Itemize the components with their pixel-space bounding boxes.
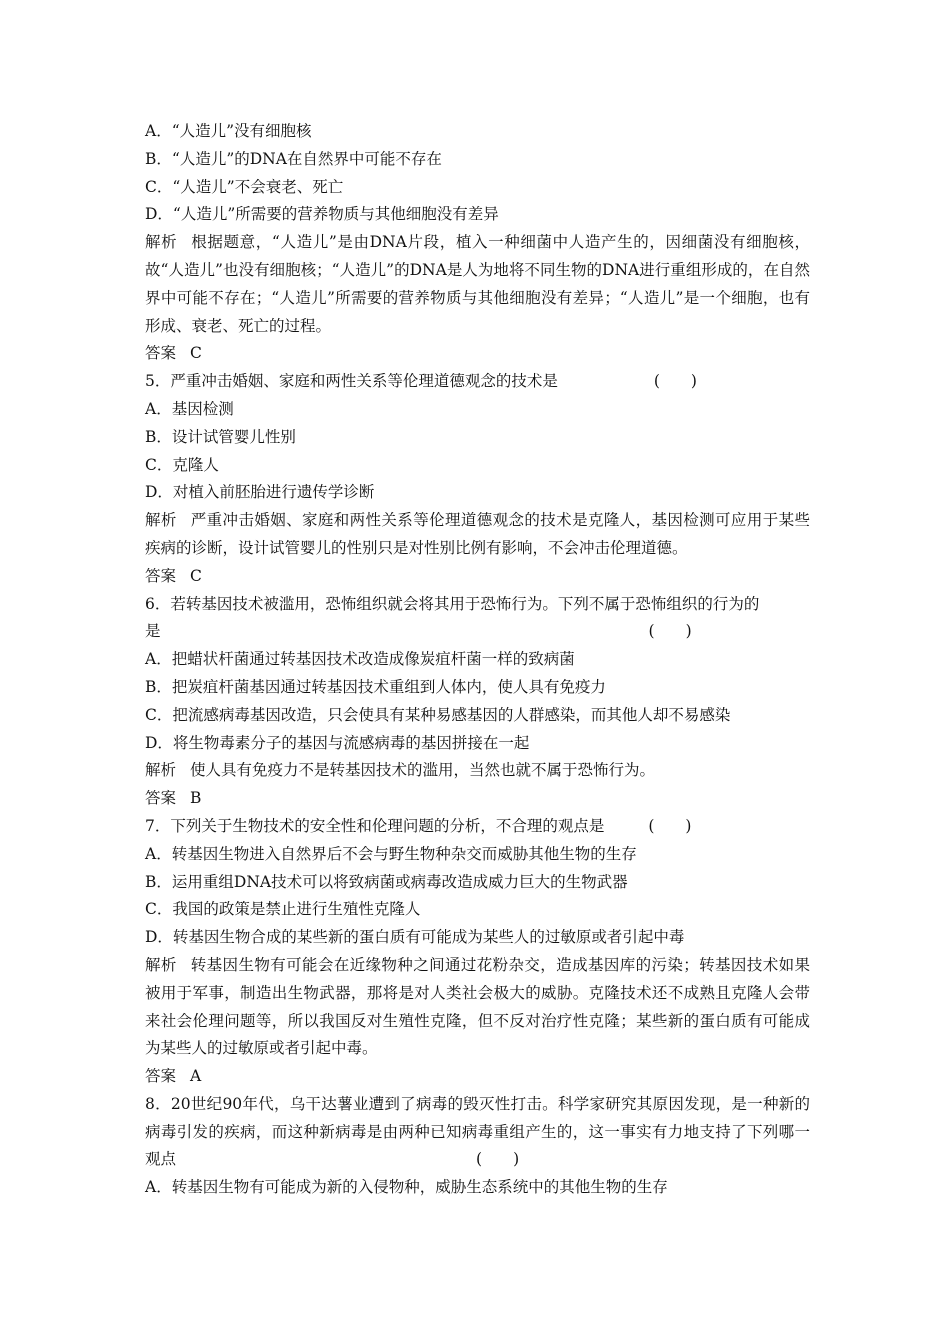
q5-option-d: D．对植入前胚胎进行遗传学诊断	[145, 483, 375, 502]
q7-answer-value: A	[190, 1067, 202, 1086]
document-page	[145, 118, 810, 1202]
q6-option-a: A．把蜡状杆菌通过转基因技术改造成像炭疽杆菌一样的致病菌	[145, 650, 575, 669]
q5-option-b: B．设计试管婴儿性别	[145, 427, 296, 446]
q7-stem	[145, 813, 810, 841]
q6-option-d: D．将生物毒素分子的基因与流感病毒的基因拼接在一起	[145, 733, 530, 752]
q5-stem-text: 5．严重冲击婚姻、家庭和两性关系等伦理道德观念的技术是	[145, 372, 558, 391]
q5-analysis-text: 严重冲击婚姻、家庭和两性关系等伦理道德观念的技术是克隆人，基因检测可应用于某些疾病的诊断，设计试管婴儿的性别只是对性别比例有影响，不会冲击伦理道德。	[145, 511, 810, 557]
answer-label: 答案	[145, 566, 177, 585]
analysis-label: 解析	[145, 761, 177, 780]
answer-label: 答案	[145, 789, 177, 808]
q7-stem-text: 7．下列关于生物技术的安全性和伦理问题的分析，不合理的观点是	[145, 816, 605, 835]
q4-option-b: B．“人造儿”的DNA在自然界中可能不存在	[145, 149, 442, 168]
q4-option-c: C．“人造儿”不会衰老、死亡	[145, 177, 344, 196]
q4-answer-value: C	[190, 344, 202, 363]
q8-option-a: A．转基因生物有可能成为新的入侵物种，威胁生态系统中的其他生物的生存	[145, 1178, 668, 1197]
analysis-label: 解析	[145, 511, 177, 530]
q5-analysis	[145, 507, 810, 563]
q5-option-a: A．基因检测	[145, 399, 234, 418]
q5-answer	[145, 563, 810, 591]
q7-option-d: D．转基因生物合成的某些新的蛋白质有可能成为某些人的过敏原或者引起中毒	[145, 928, 685, 947]
q8-stem-text: 8．20世纪90年代，乌干达薯业遭到了病毒的毁灭性打击。科学家研究其原因发现，是一种新的病毒引发的疾病，而这种新病毒是由两种已知病毒重组产生的，这一事实有力地支持了下列哪一观点	[145, 1094, 810, 1169]
q4-option-d: D．“人造儿”所需要的营养物质与其他细胞没有差异	[145, 205, 499, 224]
q6-answer	[145, 785, 810, 813]
q7-analysis	[145, 952, 810, 1063]
q4-option-a: A．“人造儿”没有细胞核	[145, 122, 312, 140]
q7-option-c: C．我国的政策是禁止进行生殖性克隆人	[145, 900, 421, 919]
q7-option-a: A．转基因生物进入自然界后不会与野生物种杂交而威胁其他生物的生存	[145, 844, 637, 863]
answer-label: 答案	[145, 1067, 177, 1086]
analysis-label: 解析	[145, 955, 177, 974]
q5-stem	[145, 368, 810, 396]
q4-analysis	[145, 229, 810, 340]
q7-answer-blank: ( )	[648, 816, 692, 835]
q6-stem-line-1: 6．若转基因技术被滥用，恐怖组织就会将其用于恐怖行为。下列不属于恐怖组织的行为的	[145, 594, 760, 613]
q6-analysis-text: 使人具有免疫力不是转基因技术的滥用，当然也就不属于恐怖行为。	[190, 761, 656, 780]
q8-stem	[145, 1091, 810, 1174]
q6-answer-value: B	[190, 789, 202, 808]
q6-stem-text: 是	[145, 622, 161, 641]
q6-option-c: C．把流感病毒基因改造，只会使具有某种易感基因的人群感染，而其他人却不易感染	[145, 705, 731, 724]
q6-analysis	[145, 757, 810, 785]
q7-analysis-text: 转基因生物有可能会在近缘物种之间通过花粉杂交，造成基因库的污染；转基因技术如果被用于军事，制造出生物武器，那将是对人类社会极大的威胁。克隆技术还不成熟且克隆人会带来社会伦理问题等，所以我国反对生殖性克隆，但不反对治疗性克隆；某些新的蛋白质有可能成为某些人的过敏原或者引起中毒。	[145, 955, 810, 1058]
q6-stem-line-2	[145, 618, 810, 646]
q5-answer-value: C	[190, 566, 202, 585]
q6-answer-blank: ( )	[648, 622, 692, 641]
q7-answer	[145, 1063, 810, 1091]
q7-option-b: B．运用重组DNA技术可以将致病菌或病毒改造成威力巨大的生物武器	[145, 872, 628, 891]
answer-label: 答案	[145, 344, 177, 363]
q5-option-c: C．克隆人	[145, 455, 219, 474]
q4-analysis-text: 根据题意，“人造儿”是由DNA片段，植入一种细菌中人造产生的，因细菌没有细胞核，故“人造儿”也没有细胞核；“人造儿”的DNA是人为地将不同生物的DNA进行重组形成的，在自然界中可能不存在；“人造儿”所需要的营养物质与其他细胞没有差异；“人造儿”是一个细胞，也有形成、衰老、死亡的过程。	[145, 233, 810, 335]
q5-answer-blank: ( )	[653, 372, 697, 391]
q4-answer	[145, 340, 810, 368]
q6-option-b: B．把炭疽杆菌基因通过转基因技术重组到人体内，使人具有免疫力	[145, 677, 606, 696]
analysis-label: 解析	[145, 233, 178, 252]
q8-answer-blank: ( )	[476, 1150, 520, 1169]
